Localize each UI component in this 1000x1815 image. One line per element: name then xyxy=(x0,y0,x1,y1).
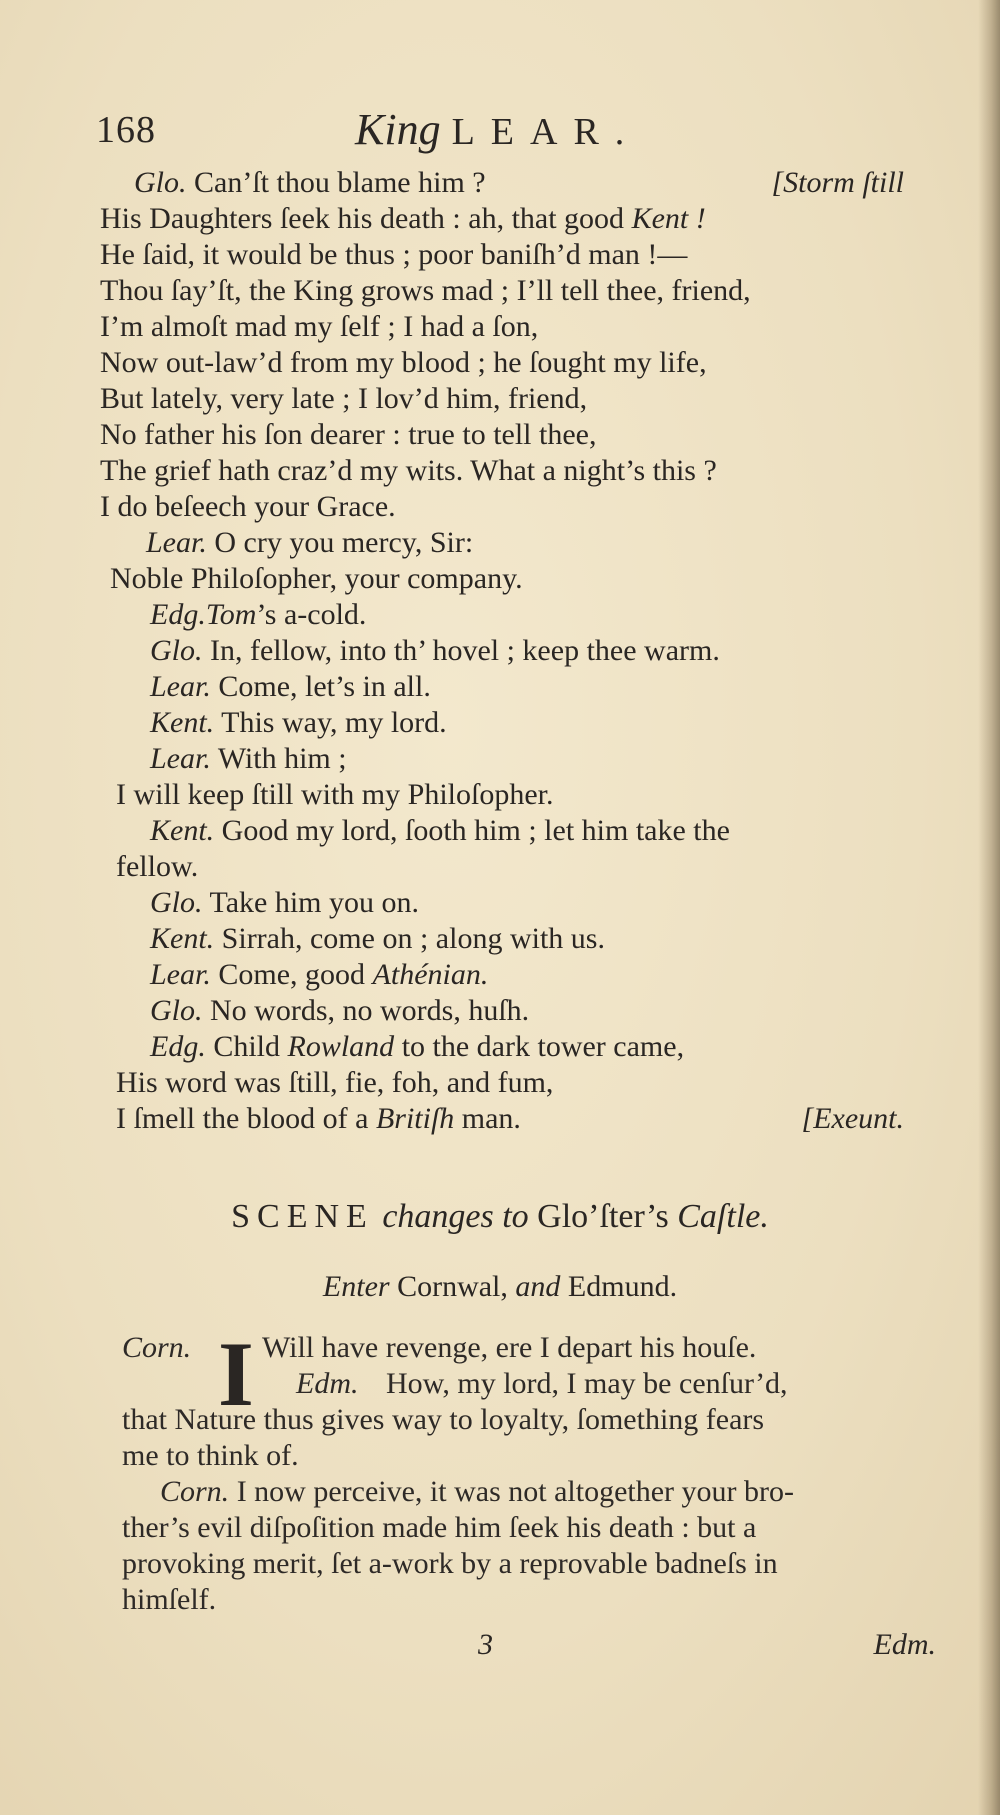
speaker: Corn. xyxy=(160,1475,230,1508)
line-text: No father his ſon dearer : true to tell thee, xyxy=(100,418,597,451)
verse-line xyxy=(0,777,1000,813)
italic-text: Kent ! xyxy=(631,202,706,235)
running-title xyxy=(355,104,640,155)
italic-text: Tom xyxy=(205,598,257,631)
line-text: Can’ſt thou blame him ? xyxy=(186,166,486,199)
verse-line xyxy=(0,381,1000,417)
prose-text: I now perceive, it was not altogether your bro- xyxy=(236,1475,795,1508)
line-text: I will keep ſtill with my Philoſopher. xyxy=(116,778,554,811)
speaker: Lear. xyxy=(150,958,211,991)
verse-line xyxy=(0,813,1000,849)
page-number: 168 xyxy=(96,109,156,151)
verse-line xyxy=(0,885,1000,921)
verse-line xyxy=(0,417,1000,453)
line-text: His word was ſtill, fie, foh, and fum, xyxy=(116,1066,554,1099)
italic-text: Athénian. xyxy=(372,958,489,991)
line-text: I’m almoſt mad my ſelf ; I had a ſon, xyxy=(100,310,539,343)
prose-line xyxy=(0,1474,1000,1510)
speaker: Lear. xyxy=(150,670,211,703)
scene-place: Glo’ſter’s xyxy=(537,1198,669,1235)
prose-line: that Nature thus gives way to loyalty, ſomething fears xyxy=(122,1403,765,1436)
line-text: Thou ſay’ſt, the King grows mad ; I’ll tell thee, friend, xyxy=(100,274,751,307)
stage-direction: [Exeunt. xyxy=(801,1102,904,1135)
verse-line xyxy=(0,993,1000,1029)
verse-line xyxy=(0,345,1000,381)
italic-text: Rowland xyxy=(287,1030,395,1063)
prose-text: How, my lord, I may be cenſur’d, xyxy=(386,1367,788,1400)
verse-line xyxy=(0,165,1000,201)
prose-line xyxy=(0,1366,1000,1402)
speaker: Glo. xyxy=(150,994,203,1027)
speaker: Kent. xyxy=(150,814,215,847)
line-text: No words, no words, huſh. xyxy=(202,994,530,1027)
verse-line xyxy=(0,489,1000,525)
italic-text: Britiſh xyxy=(375,1102,455,1135)
line-text: Sirrah, come on ; along with us. xyxy=(214,922,605,955)
line-text: With him ; xyxy=(210,742,347,775)
entry-enter: Enter xyxy=(322,1270,390,1303)
verse-line xyxy=(0,921,1000,957)
verse-line xyxy=(0,201,1000,237)
line-text: ’s a-cold. xyxy=(256,598,367,631)
verse-line xyxy=(0,1065,1000,1101)
prose-line: ther’s evil diſpoſition made him ſeek his death : but a xyxy=(122,1511,757,1544)
verse-line xyxy=(0,1029,1000,1065)
verse-line xyxy=(0,561,1000,597)
verse-line xyxy=(0,525,1000,561)
line-text: He ſaid, it would be thus ; poor baniſh’d man !— xyxy=(100,238,688,271)
entry-edmund: Edmund. xyxy=(567,1270,678,1303)
speaker: Kent. xyxy=(150,922,215,955)
verse-line xyxy=(0,849,1000,885)
line-text: This way, my lord. xyxy=(214,706,447,739)
line-text: But lately, very late ; I lov’d him, friend, xyxy=(100,382,588,415)
signature-mark: 3 xyxy=(478,1628,493,1661)
line-text: In, fellow, into th’ hovel ; keep thee warm. xyxy=(202,634,720,667)
line-text: Come, good xyxy=(210,958,373,991)
speaker: Glo. xyxy=(134,166,187,199)
line-text: Good my lord, ſooth him ; let him take the xyxy=(214,814,730,847)
verse-line xyxy=(0,597,1000,633)
speaker: Lear. xyxy=(150,742,211,775)
line-text: man. xyxy=(454,1102,521,1135)
speaker: Glo. xyxy=(150,886,203,919)
entry-and: and xyxy=(515,1270,561,1303)
prose-block xyxy=(0,1323,1000,1618)
speaker: Lear. xyxy=(146,526,207,559)
prose-line: provoking merit, ſet a-work by a reprovable badneſs in xyxy=(122,1547,778,1580)
verse-line xyxy=(0,309,1000,345)
running-header xyxy=(0,100,1000,160)
verse-line xyxy=(0,669,1000,705)
line-text: O cry you mercy, Sir: xyxy=(206,526,474,559)
verse-line xyxy=(0,741,1000,777)
verse-line xyxy=(0,273,1000,309)
line-text: Take him you on. xyxy=(202,886,419,919)
stage-direction: [Storm ſtill xyxy=(771,166,904,199)
prose-line xyxy=(0,1330,1000,1366)
verse-line xyxy=(0,957,1000,993)
scene-heading xyxy=(0,1192,1000,1242)
verse-line xyxy=(0,633,1000,669)
scene-word: SCENE xyxy=(231,1198,374,1235)
line-text: I do beſeech your Grace. xyxy=(100,490,396,523)
stage-entry xyxy=(0,1267,1000,1307)
running-title-italic: King xyxy=(355,105,441,154)
verse-line xyxy=(0,705,1000,741)
verse-line xyxy=(0,1101,1000,1137)
line-text: Noble Philoſopher, your company. xyxy=(110,562,523,595)
scene-changes: changes to xyxy=(382,1198,529,1235)
prose-line: himſelf. xyxy=(122,1583,217,1616)
speaker: Corn. xyxy=(122,1331,192,1364)
line-text: His Daughters ſeek his death : ah, that good xyxy=(100,202,632,235)
prose-text: Will have revenge, ere I depart his houſe. xyxy=(262,1331,757,1364)
catchword: Edm. xyxy=(873,1628,936,1661)
verse-line xyxy=(0,453,1000,489)
prose-line: me to think of. xyxy=(122,1439,299,1472)
running-title-caps: LEAR. xyxy=(451,111,641,153)
scene-castle: Caſtle. xyxy=(677,1198,769,1235)
line-text: fellow. xyxy=(116,850,199,883)
verse-line xyxy=(0,237,1000,273)
entry-cornwal: Cornwal, xyxy=(397,1270,508,1303)
line-text: Child xyxy=(205,1030,288,1063)
page-footer xyxy=(0,1628,1000,1668)
line-text: I ſmell the blood of a xyxy=(116,1102,376,1135)
line-text: Come, let’s in all. xyxy=(210,670,431,703)
line-text: to the dark tower came, xyxy=(394,1030,685,1063)
speaker: Edg. xyxy=(150,598,206,631)
verse-block xyxy=(0,165,1000,1137)
speaker: Edm. xyxy=(296,1367,359,1400)
speaker: Glo. xyxy=(150,634,203,667)
speaker: Edg. xyxy=(150,1030,206,1063)
speaker: Kent. xyxy=(150,706,215,739)
drop-cap: I xyxy=(218,1323,254,1425)
line-text: The grief hath craz’d my wits. What a night’s this ? xyxy=(100,454,717,487)
line-text: Now out-law’d from my blood ; he ſought my life, xyxy=(100,346,707,379)
